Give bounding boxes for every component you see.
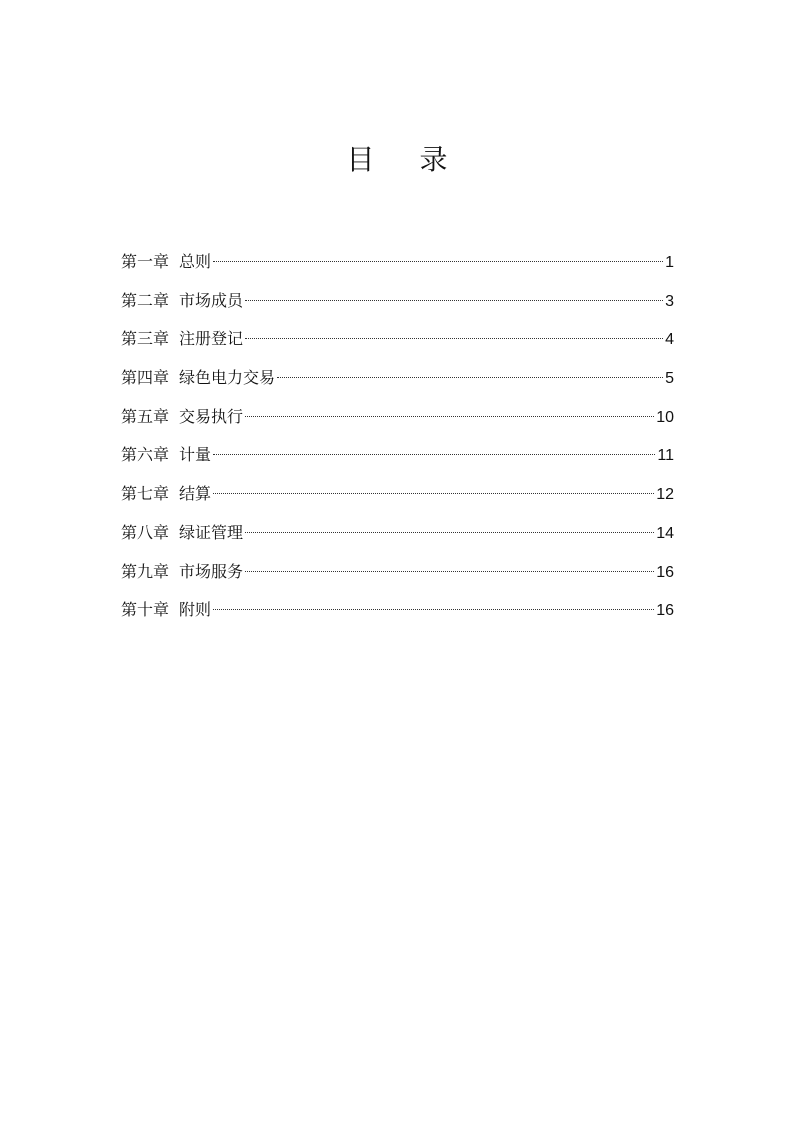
toc-entry[interactable] <box>121 596 674 635</box>
chapter-title: 计量 <box>179 445 212 465</box>
dot-leader <box>277 377 663 378</box>
dot-leader <box>213 609 654 610</box>
page-number: 1 <box>665 254 674 271</box>
chapter-number: 第八章 <box>121 522 170 542</box>
toc-entry[interactable] <box>121 325 674 364</box>
chapter-title: 市场成员 <box>179 290 244 310</box>
page-number: 11 <box>657 447 674 465</box>
page-number: 4 <box>665 331 674 349</box>
toc-entry[interactable] <box>121 480 674 519</box>
page-number: 16 <box>656 563 674 581</box>
dot-leader <box>213 261 663 262</box>
chapter-title: 总则 <box>179 252 212 271</box>
dot-leader <box>245 338 663 339</box>
dot-leader <box>245 416 654 417</box>
page-number: 5 <box>665 370 674 388</box>
chapter-number: 第一章 <box>121 252 170 271</box>
chapter-title: 绿证管理 <box>179 522 244 542</box>
dot-leader <box>213 454 655 455</box>
dot-leader <box>245 300 663 301</box>
dot-leader <box>245 571 654 572</box>
toc-title: 目 录 <box>346 143 466 176</box>
page-number: 16 <box>656 602 674 620</box>
chapter-number: 第七章 <box>121 484 170 504</box>
chapter-number: 第二章 <box>121 290 170 310</box>
chapter-title: 市场服务 <box>179 561 244 581</box>
chapter-number: 第九章 <box>121 561 170 581</box>
page-number: 3 <box>665 292 674 310</box>
table-of-contents <box>121 248 674 635</box>
toc-entry[interactable] <box>121 441 674 480</box>
chapter-title: 绿色电力交易 <box>179 368 276 388</box>
chapter-number: 第十章 <box>121 600 170 620</box>
toc-entry[interactable] <box>121 248 674 287</box>
toc-entry[interactable] <box>121 403 674 442</box>
chapter-number: 第四章 <box>121 368 170 388</box>
chapter-number: 第六章 <box>121 445 170 465</box>
chapter-title: 附则 <box>179 600 212 620</box>
chapter-number: 第五章 <box>121 406 170 426</box>
dot-leader <box>213 493 654 494</box>
chapter-number: 第三章 <box>121 329 170 349</box>
page-number: 12 <box>656 486 674 504</box>
toc-entry[interactable] <box>121 558 674 597</box>
chapter-title: 结算 <box>179 484 212 504</box>
chapter-title: 注册登记 <box>179 329 244 349</box>
toc-entry[interactable] <box>121 287 674 326</box>
page-number: 10 <box>656 408 674 426</box>
toc-entry[interactable] <box>121 364 674 403</box>
chapter-title: 交易执行 <box>179 406 244 426</box>
dot-leader <box>245 532 654 533</box>
toc-entry[interactable] <box>121 519 674 558</box>
page-number: 14 <box>656 524 674 542</box>
